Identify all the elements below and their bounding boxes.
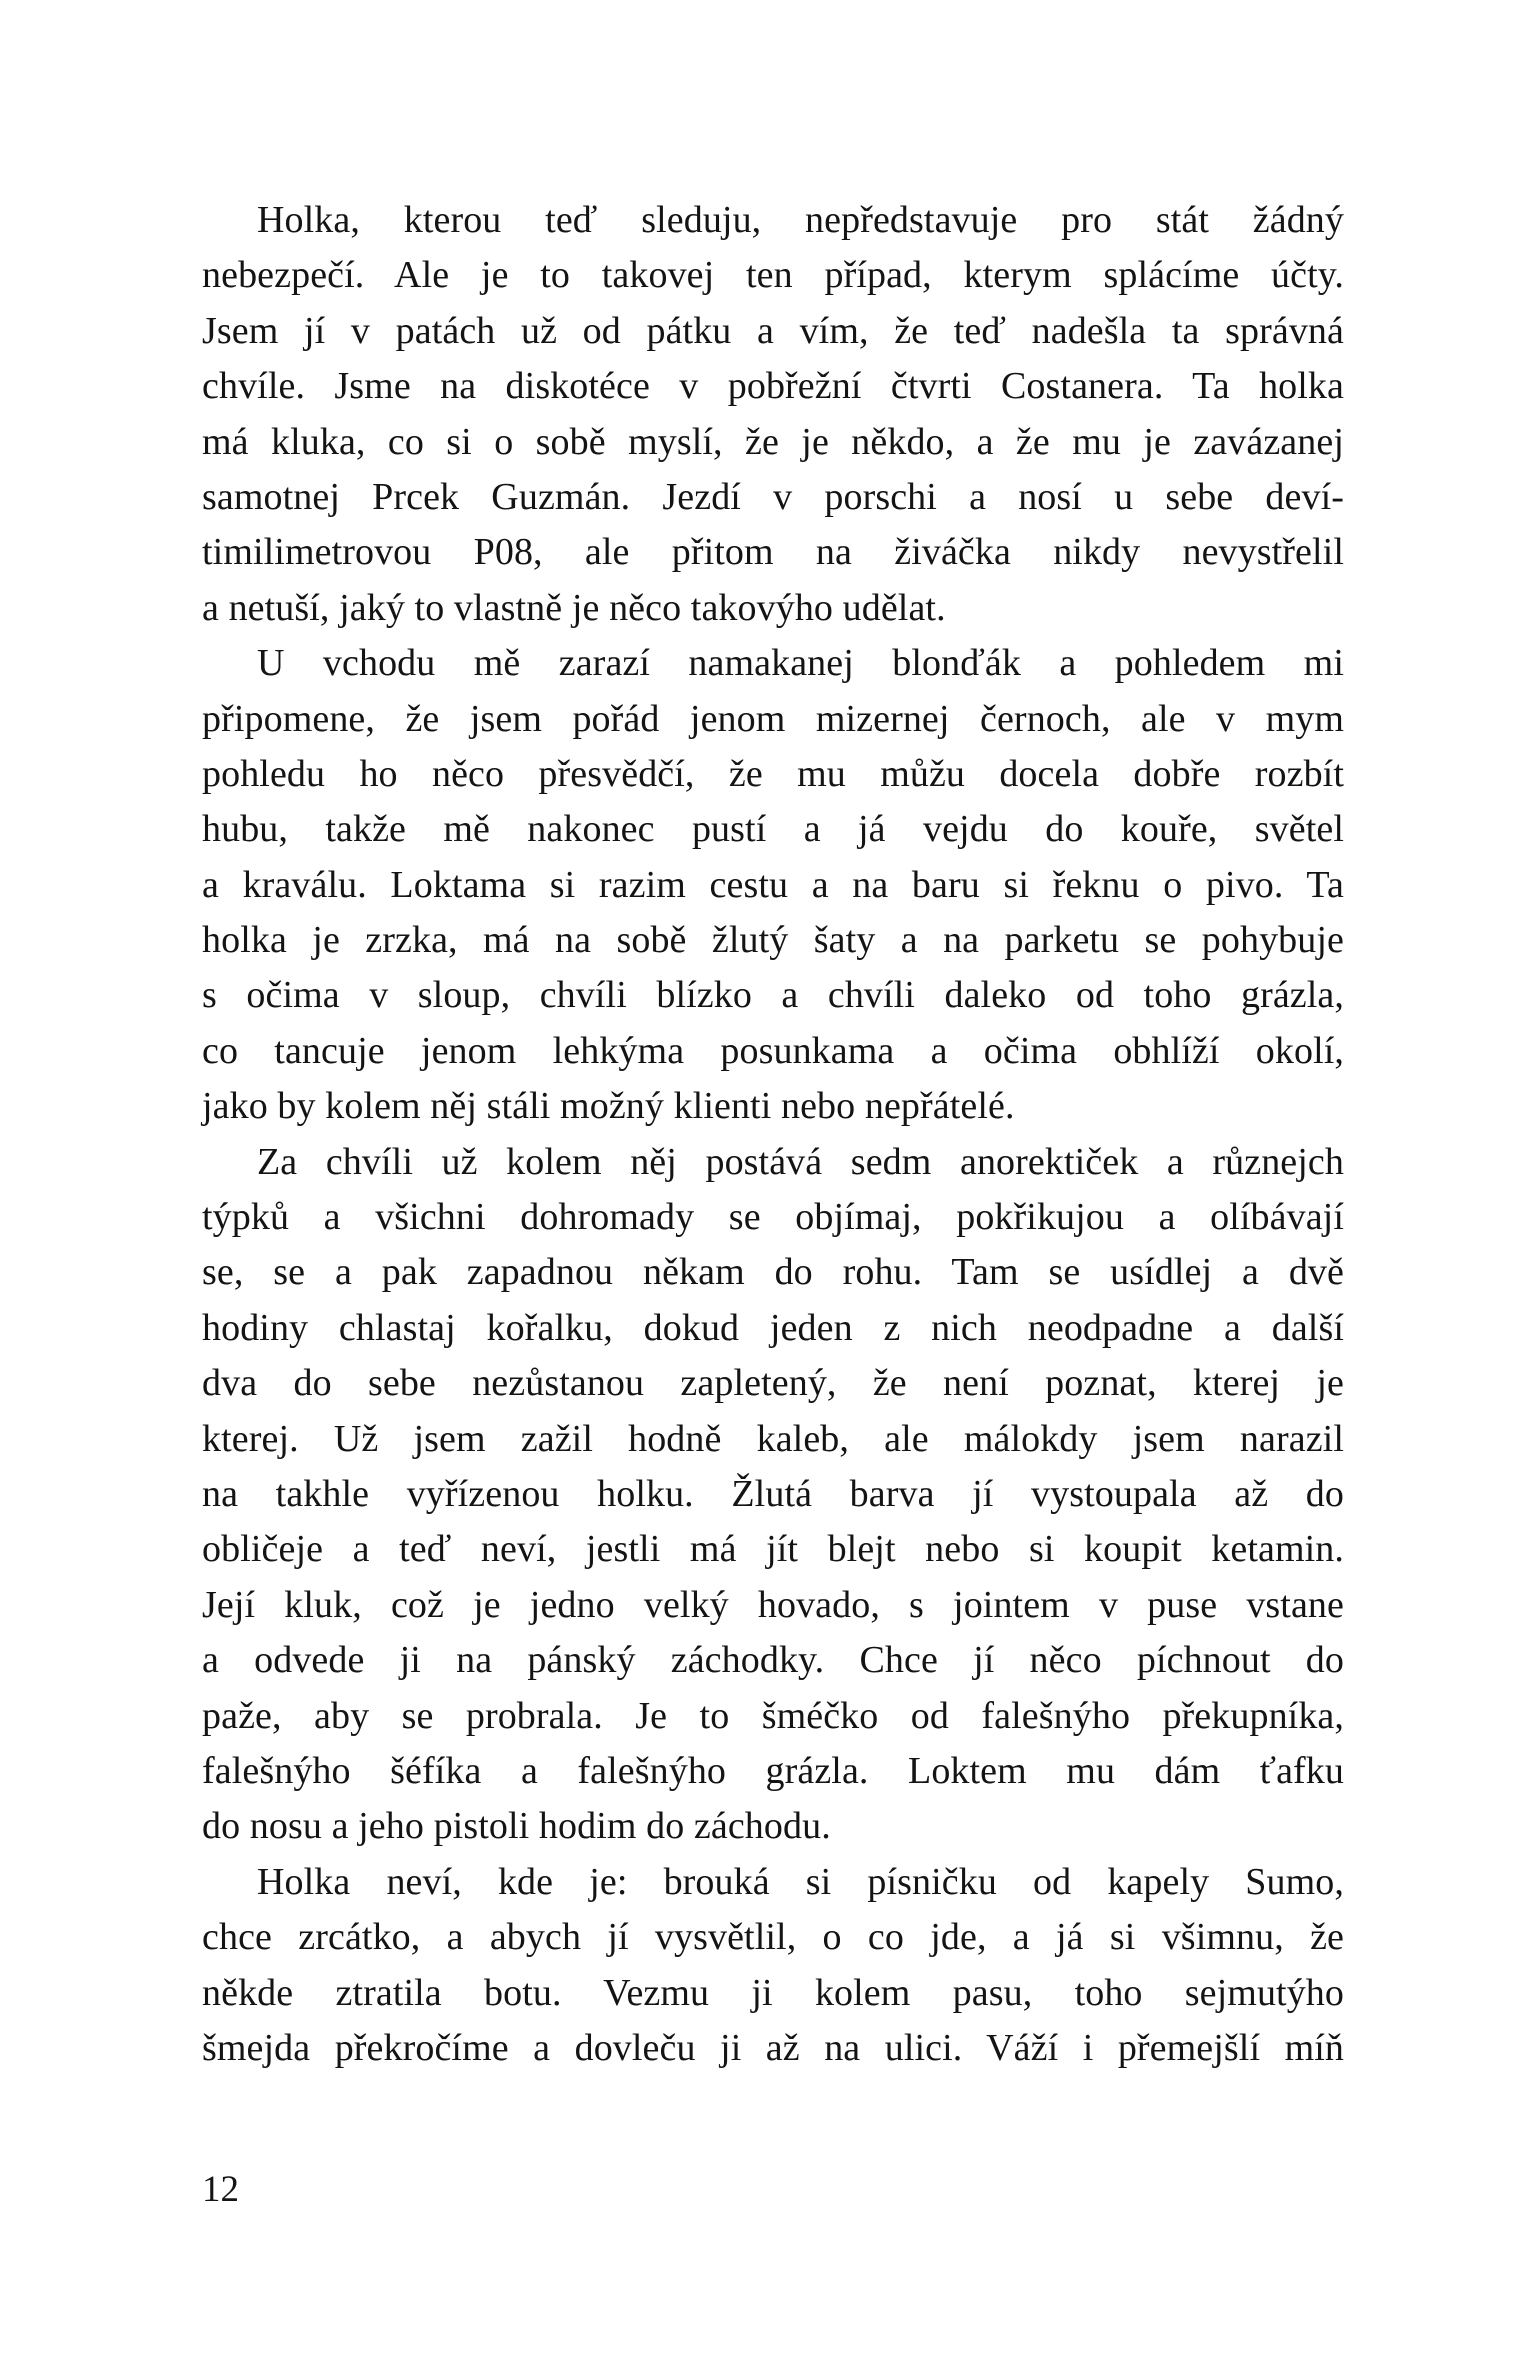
text-line: samotnej Prcek Guzmán. Jezdí v porschi a nosí u sebe deví- bbox=[202, 475, 1344, 518]
paragraph-2 bbox=[202, 636, 1344, 1135]
text-line: jako by kolem něj stáli možný klienti nebo nepřátelé. bbox=[202, 1085, 1015, 1128]
text-line: holka je zrzka, má na sobě žlutý šaty a na parketu se pohybuje bbox=[202, 919, 1344, 962]
text-line: a kraválu. Loktama si razim cestu a na baru si řeknu o pivo. Ta bbox=[202, 863, 1344, 906]
text-line: na takhle vyřízenou holku. Žlutá barva jí vystoupala až do bbox=[202, 1472, 1344, 1515]
text-line: šmejda překročíme a dovleču ji až na ulici. Váží i přemejšlí míň bbox=[202, 2026, 1344, 2069]
text-line: paže, aby se probrala. Je to šméčko od falešnýho překupníka, bbox=[202, 1694, 1344, 1737]
text-line: chce zrcátko, a abych jí vysvětlil, o co jde, a já si všimnu, že bbox=[202, 1916, 1344, 1959]
text-line: připomene, že jsem pořád jenom mizernej černoch, ale v mym bbox=[202, 697, 1344, 740]
text-line: hodiny chlastaj kořalku, dokud jeden z nich neodpadne a další bbox=[202, 1306, 1344, 1349]
text-line: dva do sebe nezůstanou zapletený, že není poznat, kterej je bbox=[202, 1362, 1344, 1405]
text-line: má kluka, co si o sobě myslí, že je někdo, a že mu je zavázanej bbox=[202, 420, 1344, 463]
text-line: s očima v sloup, chvíli blízko a chvíli daleko od toho grázla, bbox=[202, 974, 1344, 1017]
text-line: Její kluk, což je jedno velký hovado, s jointem v puse vstane bbox=[202, 1583, 1344, 1626]
text-line: Holka, kterou teď sleduju, nepředstavuje pro stát žádný bbox=[257, 199, 1344, 241]
text-line: do nosu a jeho pistoli hodim do záchodu. bbox=[202, 1805, 831, 1848]
text-line: a odvede ji na pánský záchodky. Chce jí něco píchnout do bbox=[202, 1639, 1344, 1682]
text-line: falešnýho šéfíka a falešnýho grázla. Loktem mu dám ťafku bbox=[202, 1749, 1344, 1792]
text-line: obličeje a teď neví, jestli má jít blejt nebo si koupit ketamin. bbox=[202, 1528, 1344, 1571]
text-line: týpků a všichni dohromady se objímaj, pokřikujou a olíbávají bbox=[202, 1196, 1344, 1239]
text-line: co tancuje jenom lehkýma posunkama a očima obhlíží okolí, bbox=[202, 1029, 1344, 1072]
page-number: 12 bbox=[202, 2169, 239, 2210]
text-line: kterej. Už jsem zažil hodně kaleb, ale málokdy jsem narazil bbox=[202, 1417, 1344, 1460]
paragraph-1 bbox=[202, 193, 1344, 636]
text-line: Holka neví, kde je: brouká si písničku od kapely Sumo, bbox=[257, 1860, 1344, 1903]
text-line: timilimetrovou P08, ale přitom na živáčka nikdy nevystřelil bbox=[202, 531, 1344, 574]
text-line: pohledu ho něco přesvědčí, že mu můžu docela dobře rozbít bbox=[202, 752, 1344, 795]
text-line: Za chvíli už kolem něj postává sedm anorektiček a různejch bbox=[257, 1140, 1344, 1183]
body-text bbox=[202, 193, 1344, 2076]
paragraph-4 bbox=[202, 1855, 1344, 2077]
text-line: nebezpečí. Ale je to takovej ten případ, kterym splácíme účty. bbox=[202, 254, 1344, 297]
paragraph-3 bbox=[202, 1135, 1344, 1855]
text-line: někde ztratila botu. Vezmu ji kolem pasu, toho sejmutýho bbox=[202, 1971, 1344, 2014]
text-line: a netuší, jaký to vlastně je něco takovýho udělat. bbox=[202, 586, 946, 629]
text-line: se, se a pak zapadnou někam do rohu. Tam se usídlej a dvě bbox=[202, 1251, 1344, 1294]
text-line: U vchodu mě zarazí namakanej blonďák a pohledem mi bbox=[257, 642, 1344, 685]
text-line: hubu, takže mě nakonec pustí a já vejdu do kouře, světel bbox=[202, 808, 1344, 851]
text-line: chvíle. Jsme na diskotéce v pobřežní čtvrti Costanera. Ta holka bbox=[202, 365, 1344, 408]
text-line: Jsem jí v patách už od pátku a vím, že teď nadešla ta správná bbox=[202, 309, 1344, 352]
